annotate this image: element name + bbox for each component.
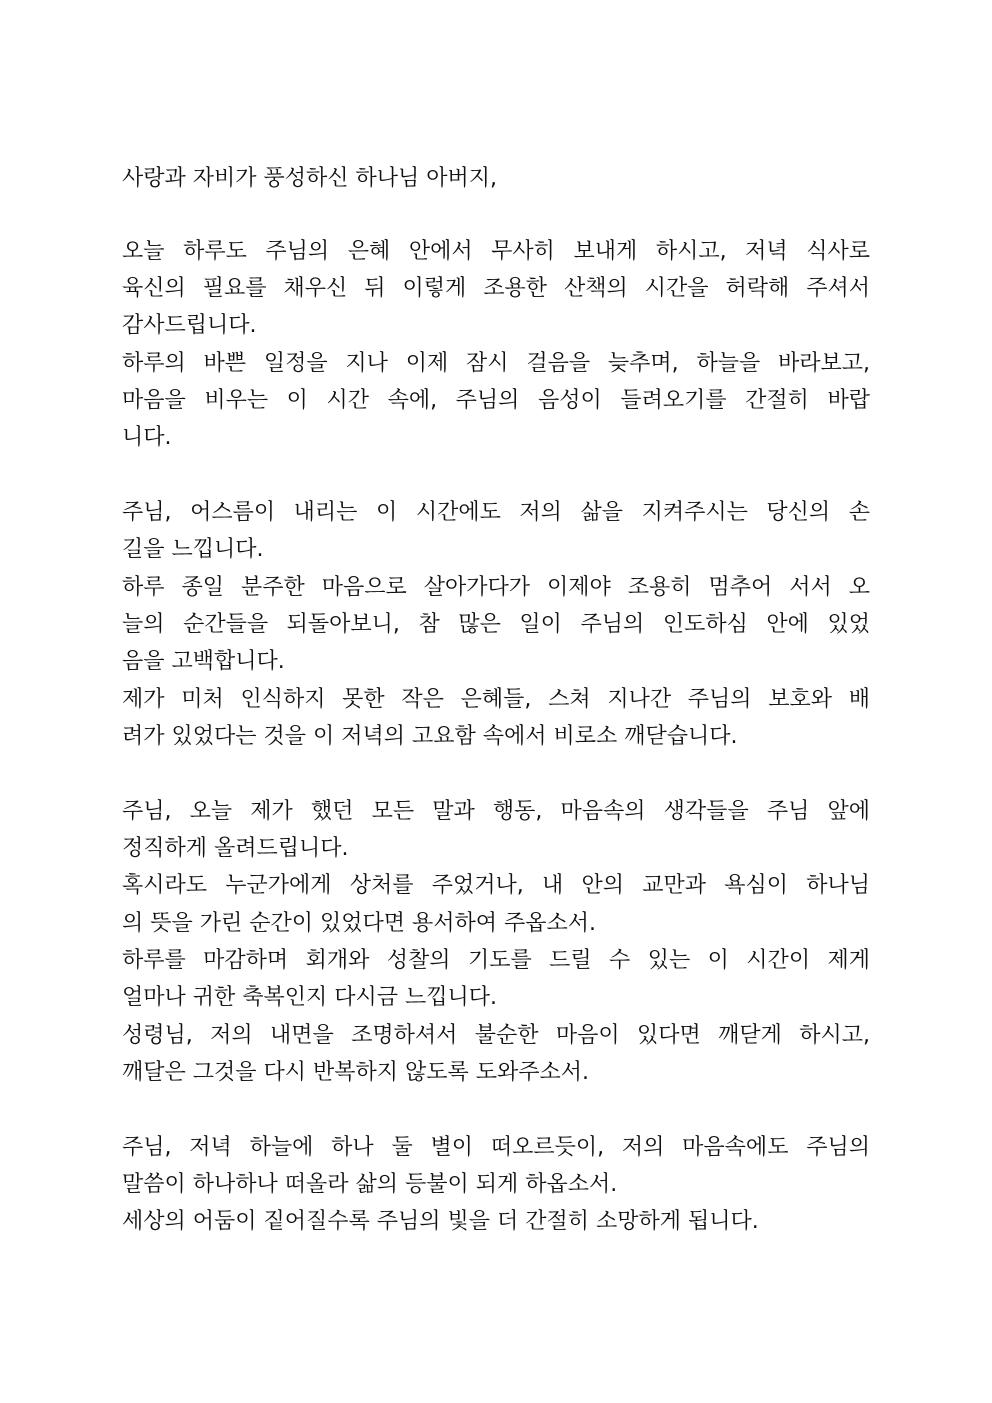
text-line: 니다. xyxy=(122,425,172,450)
text-line: 하루의 바쁜 일정을 지나 이제 잠시 걸음을 늦추며, 하늘을 바라보고, xyxy=(122,351,870,376)
text-line: 늘의 순간들을 되돌아보니, 참 많은 일이 주님의 인도하심 안에 있었 xyxy=(122,612,870,637)
text-line: 정직하게 올려드립니다. xyxy=(122,836,349,861)
text-line: 감사드립니다. xyxy=(122,313,257,338)
text-line: 육신의 필요를 채우신 뒤 이렇게 조용한 산책의 시간을 허락해 주셔서 xyxy=(122,276,870,301)
text-line: 혹시라도 누군가에게 상처를 주었거나, 내 안의 교만과 욕심이 하나님 xyxy=(122,873,870,898)
text-line: 말씀이 하나하나 떠올라 삶의 등불이 되게 하옵소서. xyxy=(122,1172,618,1197)
text-line: 얼마나 귀한 축복인지 다시금 느낍니다. xyxy=(122,985,497,1010)
text-line: 오늘 하루도 주님의 은혜 안에서 무사히 보내게 하시고, 저녁 식사로 xyxy=(122,239,870,264)
text-line: 성령님, 저의 내면을 조명하셔서 불순한 마음이 있다면 깨닫게 하시고, xyxy=(122,1023,870,1048)
text-line: 제가 미처 인식하지 못한 작은 은혜들, 스쳐 지나간 주님의 보호와 배 xyxy=(122,687,870,712)
text-line: 길을 느낍니다. xyxy=(122,537,264,562)
text-line: 려가 있었다는 것을 이 저녁의 고요함 속에서 비로소 깨닫습니다. xyxy=(122,724,738,749)
text-line: 깨달은 그것을 다시 반복하지 않도록 도와주소서. xyxy=(122,1060,590,1085)
text-line: 주님, 어스름이 내리는 이 시간에도 저의 삶을 지켜주시는 당신의 손 xyxy=(122,500,870,525)
text-line: 마음을 비우는 이 시간 속에, 주님의 음성이 들려오기를 간절히 바랍 xyxy=(122,388,870,413)
text-line: 음을 고백합니다. xyxy=(122,649,285,674)
text-line: 주님, 오늘 제가 했던 모든 말과 행동, 마음속의 생각들을 주님 앞에 xyxy=(122,799,870,824)
text-line: 사랑과 자비가 풍성하신 하나님 아버지, xyxy=(122,166,497,191)
text-line: 주님, 저녁 하늘에 하나 둘 별이 떠오르듯이, 저의 마음속에도 주님의 xyxy=(122,1135,870,1160)
text-line: 하루를 마감하며 회개와 성찰의 기도를 드릴 수 있는 이 시간이 제게 xyxy=(122,948,870,973)
text-line: 의 뜻을 가린 순간이 있었다면 용서하여 주옵소서. xyxy=(122,911,596,936)
text-line: 하루 종일 분주한 마음으로 살아가다가 이제야 조용히 멈추어 서서 오 xyxy=(122,575,870,600)
text-line: 세상의 어둠이 짙어질수록 주님의 빛을 더 간절히 소망하게 됩니다. xyxy=(122,1209,759,1234)
